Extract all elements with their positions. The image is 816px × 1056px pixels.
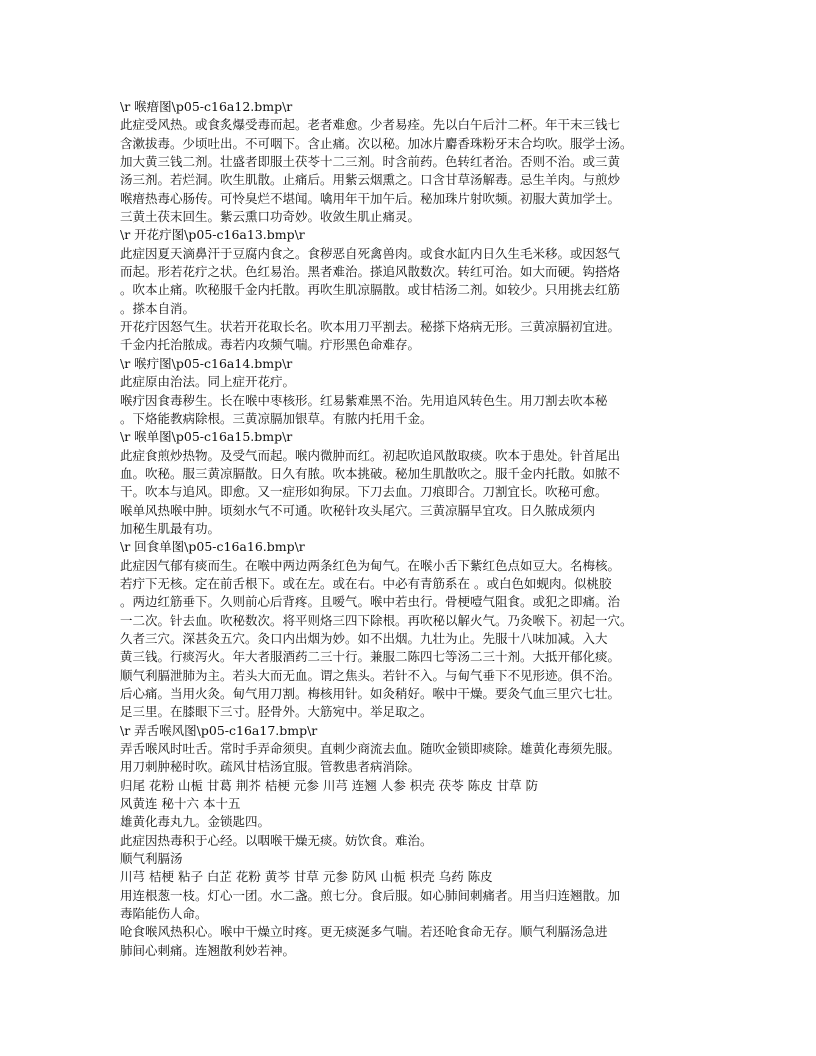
text-line: 此症因气郁有痰而生。在喉中两边两条红色为甸气。在喉小舌下紫红色点如豆大。名梅核。 [120, 557, 621, 573]
figure-reference-line: \r 回食单图\p05-c16a16.bmp\r [120, 539, 305, 555]
text-line: 喉瘄热毒心肠传。可怜臭烂不堪闻。噙用年干加午后。秘加珠片射吹频。初服大黄加学士。 [120, 190, 621, 206]
figure-reference-line: \r 喉瘄图\p05-c16a12.bmp\r [120, 99, 293, 114]
text-line: 汤三剂。若烂洞。吹生肌散。止痛后。用紫云烟熏之。口含甘草汤解毒。忌生羊肉。与煎炒 [120, 172, 621, 188]
figure-reference-line: \r 喉疔图\p05-c16a14.bmp\r [120, 355, 293, 371]
text-line: 。下烙能教病除根。三黄凉膈加银草。有脓内托用千金。 [120, 410, 433, 426]
text-line: 顺气利膈泄肺为主。若头大而无血。谓之焦头。若针不入。与甸气垂下不见形迹。俱不治。 [120, 667, 621, 683]
text-line: 用连根葱一枝。灯心一团。水二盏。煎七分。食后服。如心肺间刺痛者。用当归连翘散。加 [120, 887, 621, 903]
text-line: 一二次。针去血。吹秘数次。将平则烙三四下除根。再吹秘以解火气。乃灸喉下。初起一穴。 [120, 612, 633, 628]
text-line: 。两边红筋垂下。久则前心后背疼。且嗳气。喉中若虫行。骨梗噎气阻食。或犯之即痛。治 [120, 594, 621, 610]
text-line: 喉单风热喉中肿。顷刻水气不可通。吹秘针攻头尾穴。三黄凉膈早宜攻。日久脓成须内 [120, 502, 596, 518]
text-line: 归尾 花粉 山栀 甘葛 荆芥 桔梗 元参 川芎 连翘 人参 枳壳 茯苓 陈皮 甘草 防 [120, 777, 539, 793]
text-line: 加秘生肌最有功。 [120, 520, 221, 536]
text-line: 此症受风热。或食炙爆受毒而起。老者难愈。少者易痊。先以白午后汁二杯。年干末三钱七 [120, 117, 621, 133]
text-line: 干。吹本与追风。即愈。又一症形如狗尿。下刀去血。刀痕即合。刀割宜长。吹秘可愈。 [120, 484, 608, 500]
text-line: 弄舌喉风时吐舌。常时手弄命须臾。直刺少商流去血。随吹金锁即痰除。雄黄化毒须先服。 [120, 741, 621, 757]
text-line: 毒陷能伤人命。 [120, 906, 208, 922]
text-line: 川芎 桔梗 粘子 白芷 花粉 黄芩 甘草 元参 防风 山栀 枳壳 乌药 陈皮 [120, 869, 493, 885]
text-line: 含漱拔毒。少顷吐出。不可咽下。含止痛。次以秘。加冰片麝香珠粉牙末合均吹。服学士汤。 [120, 135, 633, 151]
text-line: 风黄连 秘十六 本十五 [120, 796, 241, 812]
text-line: 肺间心刺痛。连翘散利妙若神。 [120, 942, 296, 958]
figure-reference-line: \r 喉单图\p05-c16a15.bmp\r [120, 429, 293, 445]
text-line: 血。吹秘。服三黄凉膈散。日久有脓。吹本挑破。秘加生肌散吹之。服千金内托散。如脓不 [120, 465, 621, 481]
figure-reference-line: \r 弄舌喉风图\p05-c16a17.bmp\r [120, 722, 318, 738]
text-line: 黄三钱。行痰泻火。年大者服酒药二三十行。兼服二陈四七等汤二三十剂。大抵开郁化痰。 [120, 649, 621, 665]
text-line: 此症因热毒积于心经。以咽喉干燥无痰。妨饮食。难治。 [120, 832, 433, 848]
text-line: 开花疔因怒气生。状若开花取长名。吹本用刀平割去。秘搽下烙病无形。三黄凉膈初宜进。 [120, 319, 621, 335]
text-line: 此症原由治法。同上症开花疔。 [120, 374, 296, 390]
text-line: 用刀刺肿秘时吹。疏风甘桔汤宜服。管教患者病消除。 [120, 759, 421, 775]
text-line: 此症因夏天滴鼻汗于豆腐内食之。食秽恶自死禽兽肉。或食水缸内日久生毛米移。或因怒气 [120, 245, 621, 261]
text-line: 。搽本自消。 [120, 300, 196, 316]
text-line: 足三里。在膝眼下三寸。胫骨外。大筋宛中。举足取之。 [120, 704, 433, 720]
text-line: 加大黄三钱二剂。壮盛者即服土茯苓十二三剂。时含前药。色转红者治。否则不治。或三黄 [120, 154, 621, 170]
figure-reference-line: \r 开花疔图\p05-c16a13.bmp\r [120, 227, 305, 243]
text-line: 三黄土茯末回生。紫云熏口功奇妙。收敛生肌止痛灵。 [120, 209, 421, 225]
text-line: 久者三穴。深甚灸五穴。灸口内出烟为妙。如不出烟。九壮为止。先服十八味加减。入大 [120, 630, 608, 646]
document-page [120, 98, 700, 960]
text-line: 若疔下无核。定在前舌根下。或在左。或在右。中必有青筋系在 。或白色如蚬肉。似桃胶 [120, 575, 612, 591]
text-line: 顺气利膈汤 [120, 851, 183, 867]
text-line: 而起。形若花疔之状。色红易治。黑者难治。搽追风散数次。转红可治。如大而硬。钩搭烙 [120, 264, 621, 280]
text-line: 呛食喉风热积心。喉中干燥立时疼。更无痰涎多气喘。若还呛食命无存。顺气利膈汤急进 [120, 924, 608, 940]
text-line: 后心痛。当用火灸。甸气用刀割。梅核用针。如灸稍好。喉中干燥。要灸气血三里穴七壮。 [120, 686, 621, 701]
text-line: 喉疔因食毒秽生。长在喉中枣核形。红易紫难黑不治。先用追风转色生。用刀割去吹本秘 [120, 392, 608, 408]
text-line: 此症食煎炒热物。及受气而起。喉内微肿而红。初起吹追风散取痰。吹本于患处。针首尾出 [120, 447, 621, 463]
text-line: 雄黄化毒丸九。金锁匙四。 [120, 814, 271, 830]
text-line: 。吹本止痛。吹秘服千金内托散。再吹生肌凉膈散。或甘桔汤二剂。如较少。只用挑去红筋 [120, 282, 621, 298]
text-line: 千金内托治脓成。毒若内攻频气喘。疔形黑色命难存。 [120, 337, 421, 353]
